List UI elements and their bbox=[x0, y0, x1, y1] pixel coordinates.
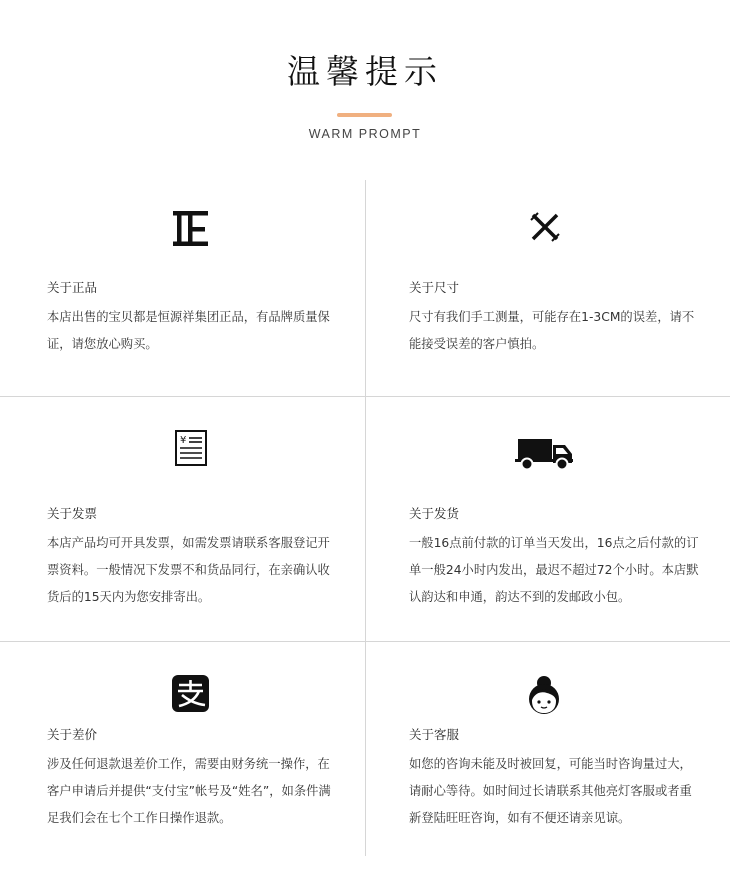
card-body-customer-service: 如您的咨询未能及时被回复，可能当时咨询量过大，请耐心等待。如时间过长请联系其他亮灯客服或者重新登陆旺旺咨询，如有不便还请亲见谅。 bbox=[409, 757, 692, 825]
genuine-zheng-icon bbox=[173, 211, 208, 250]
card-body-invoice: 本店产品均可开具发票，如需发票请联系客服登记开票资料。一般情况下发票不和货品同行，在亲确认收货后的15天内为您安排寄出。 bbox=[47, 536, 330, 604]
card-title-invoice: 关于发票 bbox=[47, 506, 98, 521]
card-body-genuine: 本店出售的宝贝都是恒源祥集团正品，有品牌质量保证，请您放心购买。 bbox=[47, 310, 330, 351]
card-title-shipping: 关于发货 bbox=[409, 506, 460, 521]
page-title: 温馨提示 bbox=[287, 52, 443, 91]
card-title-genuine: 关于正品 bbox=[47, 280, 98, 295]
card-title-size: 关于尺寸 bbox=[409, 280, 460, 295]
measure-cross-icon bbox=[530, 212, 560, 246]
svg-text:¥: ¥ bbox=[180, 435, 187, 446]
card-title-customer-service: 关于客服 bbox=[409, 727, 460, 742]
card-body-price-difference: 涉及任何退款退差价工作，需要由财务统一操作，在客户申请后并提供“支付宝”帐号及“姓名”，如条件满足我们会在七个工作日操作退款。 bbox=[47, 757, 331, 825]
customer-service-icon bbox=[525, 674, 563, 720]
invoice-receipt-icon bbox=[175, 430, 207, 470]
card-body-shipping: 一般16点前付款的订单当天发出，16点之后付款的订单一般24小时内发出，最迟不超过72个小时。本店默认韵达和申通，韵达不到的发邮政小包。 bbox=[409, 536, 699, 604]
card-title-price-difference: 关于差价 bbox=[47, 727, 98, 742]
alipay-icon bbox=[172, 675, 209, 716]
delivery-truck-icon bbox=[515, 437, 575, 475]
title-accent-bar bbox=[337, 113, 392, 117]
page-subtitle: WARM PROMPT bbox=[308, 127, 422, 141]
divider-column bbox=[365, 180, 366, 856]
card-body-size: 尺寸有我们手工测量，可能存在1-3CM的误差，请不能接受误差的客户慎拍。 bbox=[409, 310, 695, 351]
